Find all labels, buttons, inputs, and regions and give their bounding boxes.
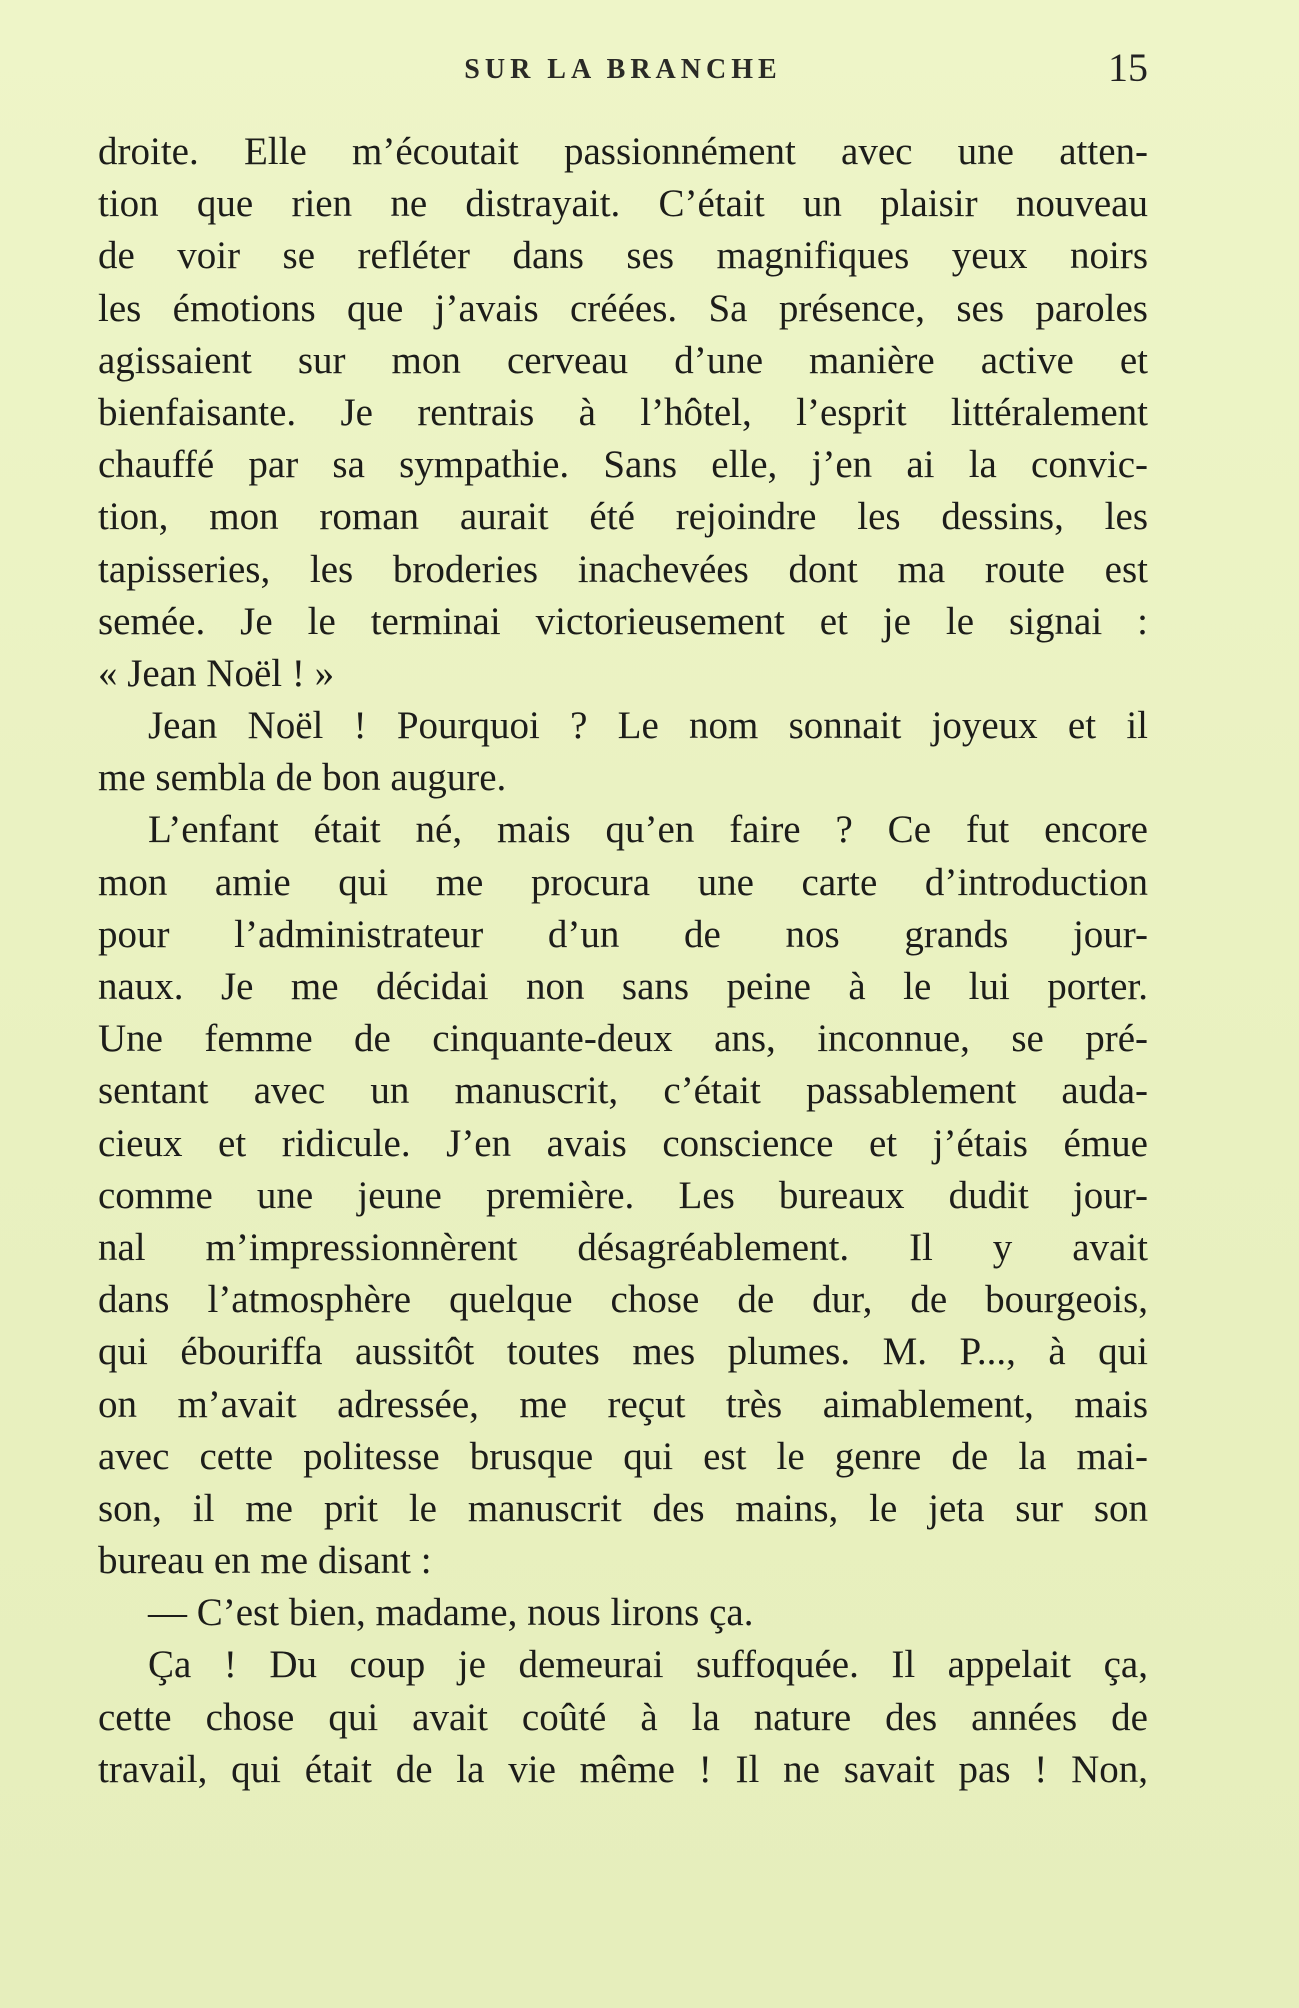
text-line: cette chose qui avait coûté à la nature des années de	[98, 1695, 1148, 1739]
text-line: tion, mon roman aurait été rejoindre les dessins, les	[98, 495, 1148, 539]
text-line: — C’est bien, madame, nous lirons ça.	[148, 1591, 754, 1635]
text-line: cieux et ridicule. J’en avais conscience et j’étais émue	[98, 1121, 1148, 1165]
text-line: me sembla de bon augure.	[98, 756, 507, 800]
text-line: comme une jeune première. Les bureaux dudit jour-	[98, 1173, 1148, 1217]
text-line: agissaient sur mon cerveau d’une manière active et	[98, 338, 1148, 382]
text-line: mon amie qui me procura une carte d’introduction	[98, 860, 1148, 904]
text-line: « Jean Noël ! »	[98, 651, 335, 695]
text-line: les émotions que j’avais créées. Sa présence, ses paroles	[98, 286, 1148, 330]
text-line: semée. Je le terminai victorieusement et je le signai :	[98, 599, 1148, 643]
text-line: chauffé par sa sympathie. Sans elle, j’en ai la convic-	[98, 443, 1148, 487]
text-line: bienfaisante. Je rentrais à l’hôtel, l’esprit littéralement	[98, 390, 1148, 434]
text-line: naux. Je me décidai non sans peine à le lui porter.	[98, 965, 1148, 1008]
text-line: nal m’impressionnèrent désagréablement. Il y avait	[98, 1225, 1148, 1269]
text-line: travail, qui était de la vie même ! Il ne savait pas ! Non,	[98, 1747, 1148, 1791]
page-number: 15	[1108, 45, 1148, 90]
running-title: SUR LA BRANCHE	[464, 54, 782, 85]
text-line: on m’avait adressée, me reçut très aimablement, mais	[98, 1382, 1148, 1426]
text-line: sentant avec un manuscrit, c’était passablement auda-	[98, 1069, 1148, 1113]
text-line: avec cette politesse brusque qui est le genre de la mai-	[98, 1434, 1148, 1478]
text-line: Jean Noël ! Pourquoi ? Le nom sonnait joyeux et il	[148, 704, 1148, 748]
text-line: bureau en me disant :	[98, 1539, 432, 1583]
text-line: L’enfant était né, mais qu’en faire ? Ce fut encore	[148, 808, 1148, 852]
text-line: dans l’atmosphère quelque chose de dur, de bourgeois,	[98, 1278, 1148, 1322]
text-line: son, il me prit le manuscrit des mains, le jeta sur son	[98, 1486, 1148, 1530]
text-line: de voir se refléter dans ses magnifiques yeux noirs	[98, 234, 1148, 278]
body-text	[98, 126, 1148, 1796]
text-line: Une femme de cinquante-deux ans, inconnue, se pré-	[98, 1017, 1148, 1061]
text-line: qui ébouriffa aussitôt toutes mes plumes. M. P..., à qui	[98, 1330, 1148, 1374]
text-line: tion que rien ne distrayait. C’était un plaisir nouveau	[98, 182, 1148, 226]
text-line: droite. Elle m’écoutait passionnément avec une atten-	[98, 130, 1148, 173]
text-line: Ça ! Du coup je demeurai suffoquée. Il appelait ça,	[148, 1643, 1148, 1687]
text-line: tapisseries, les broderies inachevées dont ma route est	[98, 547, 1148, 591]
text-line: pour l’administrateur d’un de nos grands jour-	[98, 912, 1148, 956]
running-head	[98, 42, 1148, 92]
